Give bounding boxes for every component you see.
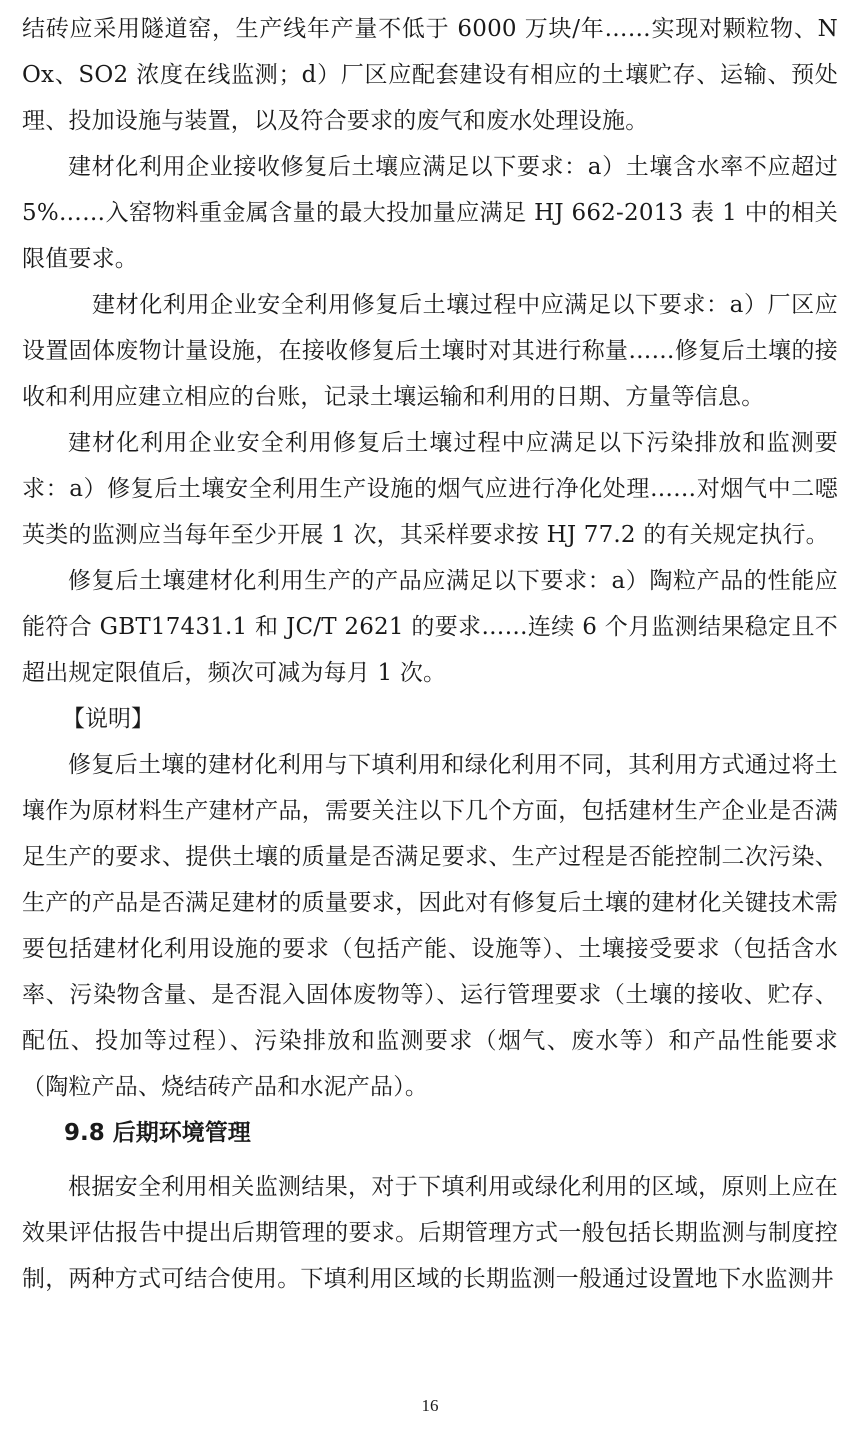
paragraph-product-requirements: 修复后土壤建材化利用生产的产品应满足以下要求：a）陶粒产品的性能应能符合 GBT17431.1 和 JC/T 2621 的要求……连续 6 个月监测结果稳定且不超出规定限值后，频次可减为每月 1 次。 [22, 568, 838, 686]
page-body [22, 6, 838, 1302]
paragraph-emission-monitoring: 建材化利用企业安全利用修复后土壤过程中应满足以下污染排放和监测要求：a）修复后土壤安全利用生产设施的烟气应进行净化处理……对烟气中二噁英类的监测应当每年至少开展 1 次，其采样要求按 HJ 77.2 的有关规定执行。 [22, 430, 838, 548]
paragraph-soil-acceptance: 建材化利用企业接收修复后土壤应满足以下要求：a）土壤含水率不应超过 5%……入窑物料重金属含量的最大投加量应满足 HJ 662-2013 表 1 中的相关限值要求。 [22, 154, 838, 272]
note-label: 【说明】 [62, 706, 154, 732]
heading-gap [22, 1156, 838, 1164]
section-text: 根据安全利用相关监测结果，对于下填利用或绿化利用的区域，原则上应在效果评估报告中提出后期管理的要求。后期管理方式一般包括长期监测与制度控制，两种方式可结合使用。下填利用区域的长期监测一般通过设置地下水监测井 [22, 1174, 838, 1292]
paragraph-process-requirements: 建材化利用企业安全利用修复后土壤过程中应满足以下要求：a）厂区应设置固体废物计量设施，在接收修复后土壤时对其进行称量……修复后土壤的接收和利用应建立相应的台账，记录土壤运输和利用的日期、方量等信息。 [22, 292, 838, 410]
paragraph-continuation: 结砖应采用隧道窑，生产线年产量不低于 6000 万块/年……实现对颗粒物、NOx、SO2 浓度在线监测；d）厂区应配套建设有相应的土壤贮存、运输、预处理、投加设施与装置，以及符合要求的废气和废水处理设施。 [22, 16, 838, 134]
note-text: 修复后土壤的建材化利用与下填利用和绿化利用不同，其利用方式通过将土壤作为原材料生产建材产品，需要关注以下几个方面，包括建材生产企业是否满足生产的要求、提供土壤的质量是否满足要求、生产过程是否能控制二次污染、生产的产品是否满足建材的质量要求，因此对有修复后土壤的建材化关键技术需要包括建材化利用设施的要求（包括产能、设施等）、土壤接受要求（包括含水率、污染物含量、是否混入固体废物等）、运行管理要求（土壤的接收、贮存、配伍、投加等过程）、污染排放和监测要求（烟气、废水等）和产品性能要求（陶粒产品、烧结砖产品和水泥产品）。 [22, 752, 838, 1100]
page-number: 16 [421, 1396, 439, 1415]
section-heading: 9.8 后期环境管理 [64, 1120, 251, 1146]
